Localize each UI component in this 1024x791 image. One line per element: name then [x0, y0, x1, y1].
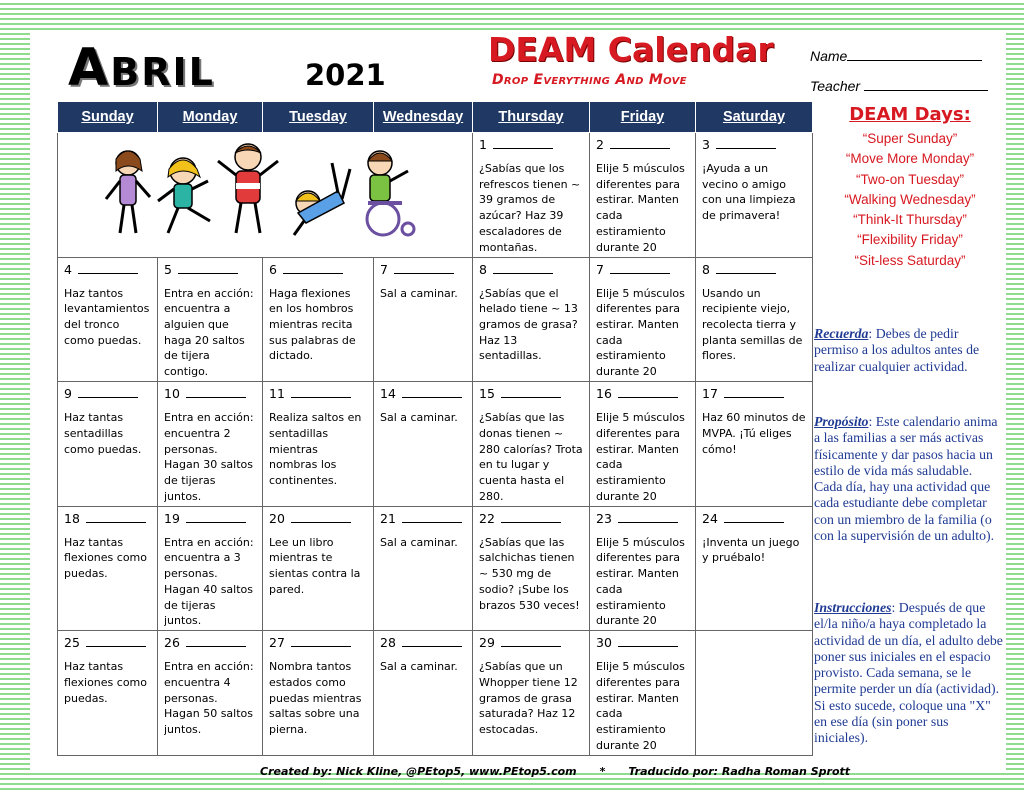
teacher-label: Teacher	[810, 78, 861, 94]
day-cell[interactable]	[158, 631, 263, 756]
initials-blank[interactable]	[501, 635, 561, 647]
day-activity: Entra en acción: encuentra 2 personas. Hagan 30 saltos de tijeras juntos.	[164, 411, 254, 503]
weekday-thursday: Thursday	[473, 102, 590, 133]
day-activity: Entra en acción: encuentra 4 personas. Hagan 50 saltos juntos.	[164, 660, 254, 737]
day-cell[interactable]	[58, 257, 158, 382]
day-number: 18	[64, 510, 80, 526]
day-cell[interactable]	[374, 506, 473, 631]
day-activity: Haga flexiones en los hombros mientras recita sus palabras de dictado.	[269, 286, 356, 363]
deam-days-title: DEAM Days:	[849, 104, 971, 125]
calendar-grid	[57, 101, 813, 756]
day-activity: Entra en acción: encuentra a 3 personas. Hagan 40 saltos de tijeras juntos.	[164, 535, 254, 627]
day-activity: Usando un recipiente viejo, recolecta tierra y planta semillas de flores.	[702, 286, 803, 363]
day-activity: ¿Sabías que un Whopper tiene 12 gramos de grasa saturada? Haz 12 estocadas.	[479, 660, 578, 737]
day-cell[interactable]	[696, 506, 813, 631]
initials-blank[interactable]	[493, 137, 553, 149]
footer-separator: *	[599, 765, 606, 778]
initials-blank[interactable]	[402, 511, 462, 523]
initials-blank[interactable]	[78, 262, 138, 274]
initials-blank[interactable]	[291, 511, 351, 523]
name-label: Name	[810, 48, 848, 64]
footer-translation: Traducido por: Radha Roman Sprott	[628, 765, 851, 778]
day-activity: Elije 5 músculos diferentes para estirar. Manten cada estiramiento durante 20	[596, 286, 685, 378]
day-cell[interactable]	[473, 133, 590, 258]
day-activity: Sal a caminar.	[380, 660, 458, 674]
day-number: 1	[479, 137, 487, 152]
initials-blank[interactable]	[394, 262, 454, 274]
initials-blank[interactable]	[501, 511, 561, 523]
day-activity: Haz tantas flexiones como puedas.	[64, 660, 147, 705]
deam-calendar-title: DEAM Calendar	[488, 30, 774, 69]
day-activity: ¿Sabías que las donas tienen ~ 280 calorías? Trota en tu lugar y cuenta hasta el 280.	[479, 411, 583, 503]
footer-credit: Created by: Nick Kline, @PEtop5, www.PEtop5.com	[260, 765, 577, 778]
initials-blank[interactable]	[186, 386, 246, 398]
initials-blank[interactable]	[618, 635, 678, 647]
initials-blank[interactable]	[610, 137, 670, 149]
day-cell[interactable]	[590, 506, 696, 631]
day-activity: Elije 5 músculos diferentes para estirar. Manten cada estiramiento durante 20	[596, 411, 685, 503]
day-cell[interactable]	[473, 631, 590, 756]
day-activity: Elije 5 músculos diferentes para estirar. Manten cada estiramiento durante 20	[596, 535, 685, 627]
weekday-sunday: Sunday	[58, 102, 158, 133]
proposito-section: Propósito: Este calendario anima a las familias a ser más activas físicamente y dar pasos hacia un estilo de vida más saludable. Cada día, hay una actividad que cada estudiante debe completar con un miembro de la familia (o con la supervisión de un adulto).	[814, 414, 998, 544]
day-cell[interactable]	[590, 133, 696, 258]
day-cell[interactable]	[263, 506, 374, 631]
day-number: 30	[596, 635, 612, 651]
day-activity: Lee un libro mientras te sientas contra la pared.	[269, 535, 361, 596]
initials-blank[interactable]	[493, 262, 553, 274]
initials-blank[interactable]	[618, 511, 678, 523]
day-number: 10	[164, 386, 180, 402]
day-activity: Entra en acción: encuentra a alguien que haga 20 saltos de tijera contigo.	[164, 286, 254, 378]
initials-blank[interactable]	[178, 262, 238, 274]
teacher-field[interactable]	[810, 76, 988, 94]
recuerda-heading: Recuerda	[814, 326, 869, 341]
day-cell[interactable]	[158, 382, 263, 507]
day-cell[interactable]	[374, 631, 473, 756]
weekday-monday: Monday	[158, 102, 263, 133]
year-title: 2021	[305, 58, 386, 92]
day-number: 9	[64, 386, 72, 402]
day-number: 15	[479, 386, 495, 402]
weekday-friday: Friday	[590, 102, 696, 133]
deam-day-saturday: “Sit-less Saturday”	[854, 252, 966, 268]
day-cell[interactable]	[58, 382, 158, 507]
day-number: 25	[64, 635, 80, 651]
initials-blank[interactable]	[618, 386, 678, 398]
day-activity: ¡Ayuda a un vecino o amigo con una limpieza de primavera!	[702, 162, 796, 223]
day-activity: Realiza saltos en sentadillas mientras nombras los continentes.	[269, 411, 362, 487]
initials-blank[interactable]	[86, 635, 146, 647]
day-cell[interactable]	[590, 382, 696, 507]
instrucciones-heading: Instrucciones	[814, 600, 892, 615]
day-number: 17	[702, 386, 718, 402]
name-field[interactable]	[810, 46, 982, 64]
day-cell[interactable]	[473, 506, 590, 631]
weekday-saturday: Saturday	[696, 102, 813, 133]
day-activity: Elije 5 músculos diferentes para estirar. Manten cada estiramiento durante 20	[596, 660, 685, 752]
day-activity: Elije 5 músculos diferentes para estirar. Manten cada estiramiento durante 20	[596, 162, 685, 253]
deam-day-monday: “Move More Monday”	[845, 151, 975, 167]
day-cell[interactable]	[473, 382, 590, 507]
day-cell[interactable]	[263, 382, 374, 507]
day-activity: ¿Sabías que los refrescos tienen ~ 39 gramos de azúcar? Haz 39 escaladores de montañas.	[479, 162, 581, 253]
day-number: 7	[380, 261, 388, 277]
day-cell[interactable]	[590, 257, 696, 382]
initials-blank[interactable]	[291, 386, 351, 398]
day-number: 6	[269, 261, 277, 277]
initials-blank[interactable]	[283, 262, 343, 274]
week-row-5	[58, 631, 813, 756]
day-number: 5	[164, 261, 172, 277]
week-row-3	[58, 382, 813, 507]
day-cell[interactable]	[158, 257, 263, 382]
month-title-initial: A	[68, 38, 111, 98]
day-number: 21	[380, 510, 396, 526]
day-cell[interactable]	[696, 257, 813, 382]
day-activity: Nombra tantos estados como puedas mientras saltas sobre una pierna.	[269, 660, 362, 737]
initials-blank[interactable]	[186, 511, 246, 523]
day-cell[interactable]	[473, 257, 590, 382]
kids-exercising-illustration	[98, 141, 428, 241]
deam-day-wednesday: “Walking Wednesday”	[844, 191, 976, 207]
initials-blank[interactable]	[716, 262, 776, 274]
proposito-heading: Propósito	[814, 414, 869, 429]
initials-blank[interactable]	[86, 511, 146, 523]
deam-day-tuesday: “Two-on Tuesday”	[855, 171, 965, 187]
day-cell[interactable]	[158, 506, 263, 631]
day-number: 8	[702, 261, 710, 277]
day-activity: Sal a caminar.	[380, 286, 458, 300]
initials-blank[interactable]	[402, 635, 462, 647]
day-number: 27	[269, 635, 285, 651]
day-number: 19	[164, 510, 180, 526]
day-activity: Haz tantos levantamientos del tronco como puedas.	[64, 286, 150, 347]
day-number: 16	[596, 386, 612, 402]
month-title	[68, 40, 215, 100]
deam-day-thursday: “Think-It Thursday”	[853, 212, 967, 228]
day-activity: Haz tantas sentadillas como puedas.	[64, 411, 142, 456]
day-activity: Sal a caminar.	[380, 535, 458, 549]
day-cell[interactable]	[696, 382, 813, 507]
day-number: 20	[269, 510, 285, 526]
day-number: 23	[596, 510, 612, 526]
day-cell[interactable]	[263, 631, 374, 756]
month-title-rest: BRIL	[110, 50, 215, 94]
day-cell[interactable]	[590, 631, 696, 756]
day-number: 24	[702, 510, 718, 526]
day-number: 2	[596, 137, 604, 152]
initials-blank[interactable]	[186, 635, 246, 647]
recuerda-section: Recuerda: Debes de pedir permiso a los adultos antes de realizar cualquier actividad.	[814, 326, 980, 374]
deam-calendar-subtitle: Drop Everything And Move	[492, 72, 687, 88]
initials-blank[interactable]	[724, 511, 784, 523]
day-activity: Haz 60 minutos de MVPA. ¡Tú eliges cómo!	[702, 411, 806, 456]
day-number: 28	[380, 635, 396, 651]
initials-blank[interactable]	[78, 386, 138, 398]
day-cell[interactable]	[374, 382, 473, 507]
day-cell[interactable]	[374, 257, 473, 382]
recuerda-text: Debes de pedir permiso a los adultos antes de realizar cualquier actividad.	[814, 326, 980, 374]
sidebar	[814, 104, 1006, 746]
day-activity: Sal a caminar.	[380, 411, 458, 425]
weekday-wednesday: Wednesday	[374, 102, 473, 133]
initials-blank[interactable]	[291, 635, 351, 647]
initials-blank[interactable]	[610, 262, 670, 274]
day-activity: ¡Inventa un juego y pruébalo!	[702, 535, 800, 565]
day-activity: ¿Sabías que las salchichas tienen ~ 530 mg de sodio? ¡Sube los brazos 530 veces!	[479, 535, 580, 612]
instrucciones-text: Después de que el/la niño/a haya completado la actividad de un día, el adulto debe poner sus iniciales en el espacio provisto. Cada semana, se le permite perder un día (actividad). Si esto sucede, coloque una "X" en ese día (sin poner sus iniciales).	[814, 600, 1003, 746]
initials-blank[interactable]	[402, 386, 462, 398]
day-number: 4	[64, 261, 72, 277]
day-cell[interactable]	[263, 257, 374, 382]
deam-day-friday: “Flexibility Friday”	[857, 232, 963, 248]
deam-day-sunday: “Super Sunday”	[862, 131, 958, 146]
calendar-page	[30, 30, 1006, 778]
day-number: 11	[269, 386, 285, 402]
initials-blank[interactable]	[716, 137, 776, 149]
day-cell[interactable]	[696, 133, 813, 258]
day-number: 26	[164, 635, 180, 651]
proposito-text: Este calendario anima a las familias a ser más activas físicamente y dar pasos hacia un estilo de vida más saludable. Cada día, hay una actividad que cada estudiante debe completar con un miembro de la familia (o con la supervisión de un adulto).	[814, 414, 998, 544]
kids-illustration-cell	[58, 133, 473, 258]
day-number: 29	[479, 635, 495, 651]
initials-blank[interactable]	[501, 386, 561, 398]
initials-blank[interactable]	[724, 386, 784, 398]
weekday-tuesday: Tuesday	[263, 102, 374, 133]
day-number: 3	[702, 137, 710, 152]
day-number: 14	[380, 386, 396, 402]
day-activity: Haz tantas flexiones como puedas.	[64, 535, 147, 581]
week-row-1	[58, 133, 813, 258]
day-activity: ¿Sabías que el helado tiene ~ 13 gramos de grasa? Haz 13 sentadillas.	[479, 286, 578, 363]
day-number: 7	[596, 261, 604, 277]
weekday-header-row	[58, 102, 813, 133]
week-row-4	[58, 506, 813, 631]
footer-credits	[260, 765, 850, 778]
day-number: 22	[479, 510, 495, 526]
instrucciones-section: Instrucciones: Después de que el/la niño/a haya completado la actividad de un día, el adulto debe poner sus iniciales en el espacio provisto. Cada semana, se le permite perder un día (actividad). Si esto sucede, coloque una "X" en ese día (sin poner sus iniciales).	[814, 600, 1003, 746]
week-row-2	[58, 257, 813, 382]
day-number: 8	[479, 261, 487, 277]
day-cell[interactable]	[58, 506, 158, 631]
empty-day-cell	[696, 631, 813, 756]
day-cell[interactable]	[58, 631, 158, 756]
